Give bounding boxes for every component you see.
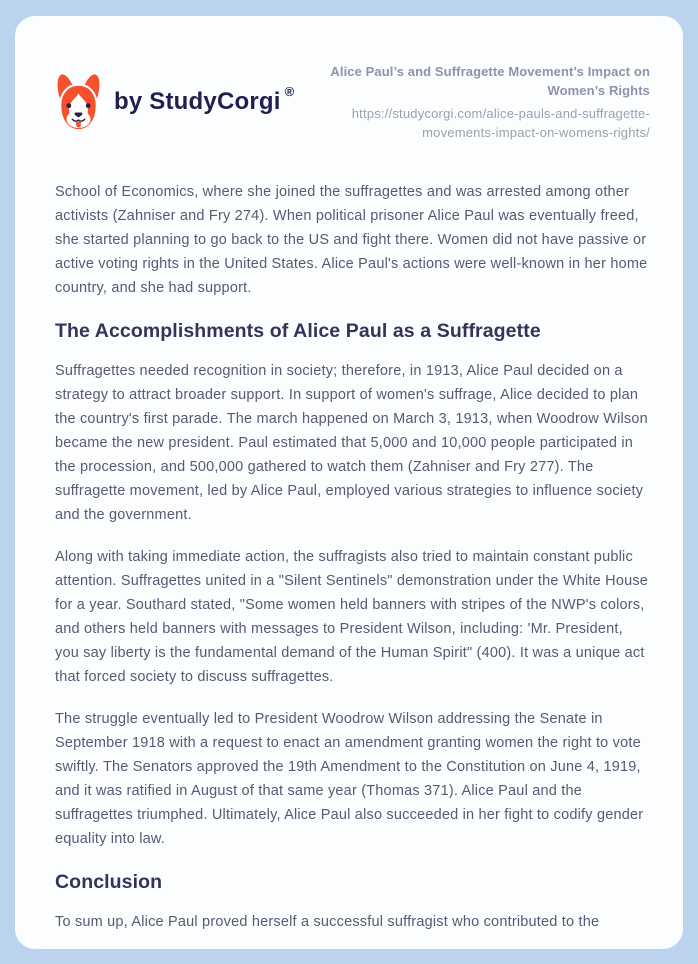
document-title: Alice Paul’s and Suffragette Movement’s Impact on Women’s Rights xyxy=(330,64,650,98)
accomplishments-paragraph-3: The struggle eventually led to President Woodrow Wilson addressing the Senate in September 1918 with a request to enact an amendment granting women the right to vote swiftly. The Senators approved the 19th Amendment to the Constitution on June 4, 1919, and it was ratified in August of that same year (Thomas 371). Alice Paul and the suffragettes triumphed. Ultimately, Alice Paul also succeeded in her fight to codify gender equality into law. xyxy=(55,711,644,847)
intro-paragraph: School of Economics, where she joined the suffragettes and was arrested among other activists (Zahniser and Fry 274). When political prisoner Alice Paul was eventually freed, she started planning to go back to the US and fight there. Women did not have passive or active voting rights in the United States. Alice Paul's actions were well-known in her home country, and she had support. xyxy=(55,184,648,296)
document-url-link[interactable]: https://studycorgi.com/alice-pauls-and-suffragette-movements-impact-on-womens-rights/ xyxy=(351,106,650,140)
registered-trademark-symbol: ® xyxy=(284,84,295,99)
brand-wordmark xyxy=(114,84,295,116)
corgi-logo-icon xyxy=(55,70,102,134)
section-heading-conclusion: Conclusion xyxy=(55,871,163,893)
conclusion-paragraph: To sum up, Alice Paul proved herself a successful suffragist who contributed to the xyxy=(55,914,600,930)
accomplishments-paragraph-2: Along with taking immediate action, the suffragists also tried to maintain constant public attention. Suffragettes united in a "Silent Sentinels" demonstration under the White House for a year. Southard stated, "Some women held banners with stripes of the NWP's colors, and others held banners with messages to President Wilson, including: 'Mr. President, you say liberty is the fundamental demand of the Human Spirit" (400). It was a unique act that forced society to discuss suffragettes. xyxy=(55,549,649,685)
accomplishments-paragraph-1: Suffragettes needed recognition in society; therefore, in 1913, Alice Paul decided on a strategy to attract broader support. In support of women's suffrage, Alice decided to plan the country's first parade. The march happened on March 3, 1913, when Woodrow Wilson became the new president. Paul estimated that 5,000 and 10,000 people participated in the procession, and 500,000 gathered to watch them (Zahniser and Fry 277). The suffragette movement, led by Alice Paul, employed various strategies to influence society and the government. xyxy=(55,363,648,523)
section-heading-accomplishments: The Accomplishments of Alice Paul as a Suffragette xyxy=(55,320,541,342)
article-body xyxy=(55,180,650,934)
studycorgi-brand xyxy=(55,70,294,134)
brand-label: by StudyCorgi xyxy=(114,88,281,115)
document-header xyxy=(55,62,650,142)
document-card xyxy=(15,16,683,949)
document-meta xyxy=(320,62,650,142)
